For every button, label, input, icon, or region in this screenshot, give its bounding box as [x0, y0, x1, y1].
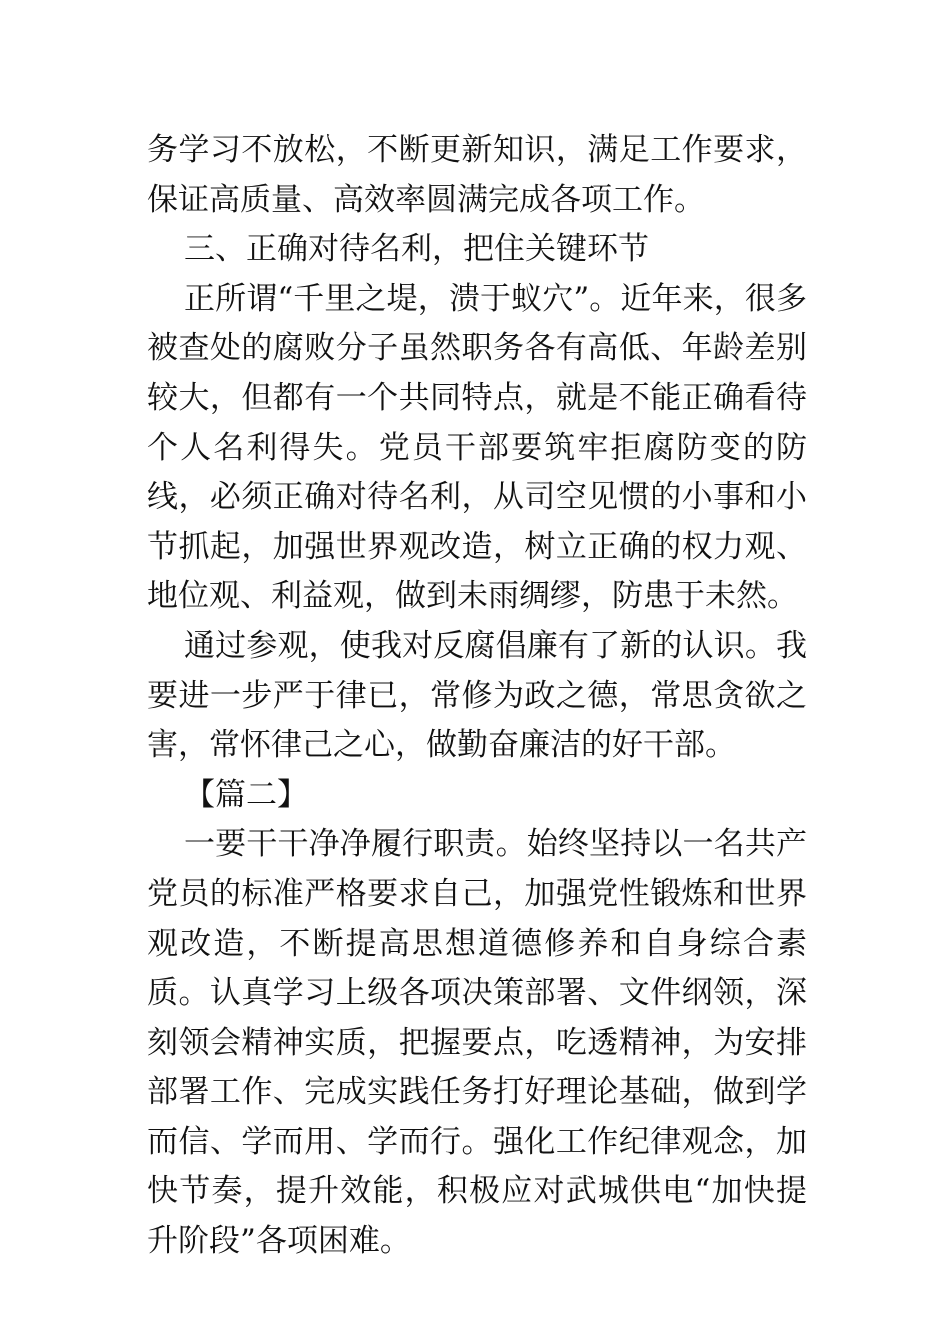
paragraph-fame-and-gain: 正所谓“千里之堤，溃于蚁穴”。近年来，很多被查处的腐败分子虽然职务各有高低、年龄差别较大，但都有一个共同特点，就是不能正确看待个人名利得失。党员干部要筑牢拒腐防变的防线，必须正确对待名利，从司空见惯的小事和小节抓起，加强世界观改造，树立正确的权力观、地位观、利益观，做到未雨绸缪，防患于未然。 [147, 280, 807, 615]
chapter-heading-two: 【篇二】 [184, 776, 308, 813]
paragraph-duty: 一要干干净净履行职责。始终坚持以一名共产党员的标准严格要求自己，加强党性锻炼和世界观改造，不断提高思想道德修养和自身综合素质。认真学习上级各项决策部署、文件纲领，深刻领会精神实质，把握要点，吃透精神，为安排部署工作、完成实践任务打好理论基础，做到学而信、学而用、学而行。强化工作纪律观念，加快节奏，提升效能，积极应对武城供电“加快提升阶段”各项困难。 [147, 826, 807, 1260]
paragraph-visit-reflection: 通过参观，使我对反腐倡廉有了新的认识。我要进一步严于律已，常修为政之德，常思贪欲之害，常怀律己之心，做勤奋廉洁的好干部。 [147, 627, 807, 764]
section-heading-three: 三、正确对待名利，把住关键环节 [184, 231, 649, 268]
document-body [147, 126, 807, 1267]
paragraph-continuation: 务学习不放松，不断更新知识，满足工作要求，保证高质量、高效率圆满完成各项工作。 [147, 132, 807, 218]
